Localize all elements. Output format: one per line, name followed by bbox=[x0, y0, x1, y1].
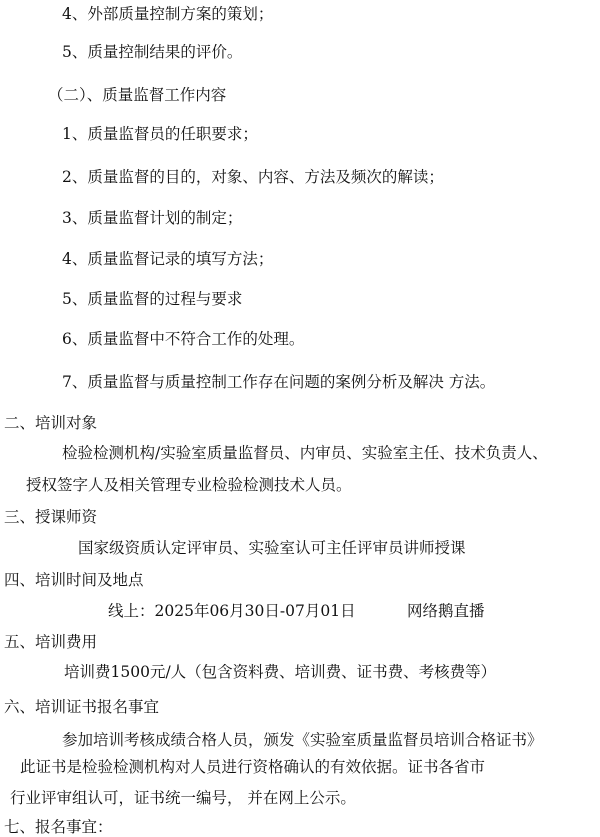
supervision-item-5: 5、质量监督的过程与要求 bbox=[62, 290, 243, 308]
section6-line2: 此证书是检验检测机构对人员进行资格确认的有效依据。证书各省市 bbox=[20, 758, 486, 776]
section6-line3: 行业评审组认可，证书统一编号， 并在网上公示。 bbox=[10, 789, 356, 807]
supervision-item-1: 1、质量监督员的任职要求； bbox=[62, 125, 258, 143]
section5-heading: 五、培训费用 bbox=[4, 633, 98, 651]
section5-line1: 培训费1500元/人（包含资料费、培训费、证书费、考核费等） bbox=[64, 663, 497, 681]
section2-line2: 授权签字人及相关管理专业检验检测技术人员。 bbox=[26, 476, 352, 494]
supervision-item-7: 7、质量监督与质量控制工作存在问题的案例分析及解决 方法。 bbox=[62, 373, 496, 391]
supervision-item-4: 4、质量监督记录的填写方法； bbox=[62, 250, 274, 268]
section3-line1: 国家级资质认定评审员、实验室认可主任评审员讲师授课 bbox=[78, 539, 466, 557]
section4-heading: 四、培训时间及地点 bbox=[4, 571, 144, 589]
section2-line1: 检验检测机构/实验室质量监督员、内审员、实验室主任、技术负责人、 bbox=[62, 444, 548, 462]
section7-heading: 七、报名事宜： bbox=[4, 818, 113, 836]
supervision-heading: （二）、质量监督工作内容 bbox=[48, 86, 227, 104]
qc-item-5: 5、质量控制结果的评价。 bbox=[62, 43, 243, 61]
supervision-item-6: 6、质量监督中不符合工作的处理。 bbox=[62, 330, 305, 348]
section6-heading: 六、培训证书报名事宜 bbox=[4, 698, 160, 716]
section4-place: 网络鹅直播 bbox=[407, 602, 485, 620]
section2-heading: 二、培训对象 bbox=[4, 414, 98, 432]
supervision-item-3: 3、质量监督计划的制定； bbox=[62, 209, 243, 227]
section3-heading: 三、授课师资 bbox=[4, 508, 98, 526]
supervision-item-2: 2、质量监督的目的，对象、内容、方法及频次的解读； bbox=[62, 168, 444, 186]
qc-item-4: 4、外部质量控制方案的策划； bbox=[62, 5, 274, 23]
section4-time: 线上：2025年06月30日-07月01日 bbox=[108, 602, 356, 620]
section6-line1: 参加培训考核成绩合格人员，颁发《实验室质量监督员培训合格证书》 bbox=[62, 731, 543, 749]
